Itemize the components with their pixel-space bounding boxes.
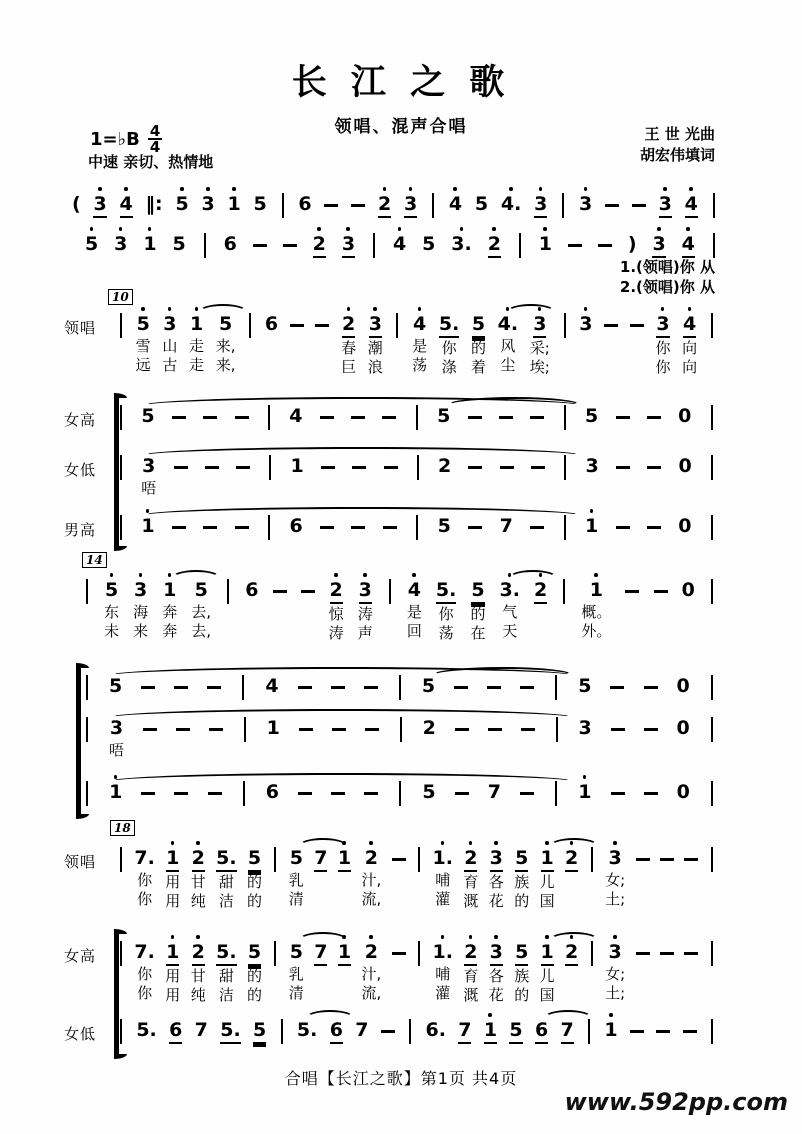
- music-notes-row: 5. 6 7 5. 5 5. 6 7 6. 7 1 5 6 7 1: [118, 1010, 715, 1044]
- composer-credit: 王 世 光曲: [644, 125, 715, 143]
- choir2-alto-line: [84, 708, 715, 761]
- music-notes-row: 7. 你 你 1 用 用 2 甘 纯 5. 甜 洁 5 的 的 5 乳 清 7 1 2 汁, 流, 1. 哺 灌 2 育 溉 3 各 花 5 族 的 1 儿 国 2 3 女; 土;: [118, 838, 715, 910]
- music-notes-row: 5 4 5 5 0: [84, 666, 715, 700]
- voice-label-soprano: 女高: [64, 947, 97, 965]
- soprano-verse-line: [64, 932, 715, 1004]
- tempo-marking: 中速 亲切、热情地: [88, 153, 214, 171]
- music-notes-row: 1 6 5 7 1 0: [84, 772, 715, 806]
- voice-label-alto: 女低: [64, 1025, 97, 1043]
- key-signature: 1=♭B: [90, 128, 140, 150]
- music-notes-row: 3 唔 1 2 3 0: [118, 446, 715, 499]
- lead-verse-2: [84, 570, 715, 642]
- credits: [500, 124, 715, 166]
- pickup-line-2: 2.(领唱)你 从: [619, 278, 715, 296]
- music-notes-row: 5 3 1 5 6 2 3 4 5 3. 2 1 ) 3 4: [85, 224, 717, 258]
- rehearsal-mark-18: 18: [110, 820, 135, 836]
- time-signature-bottom: 4: [149, 138, 161, 156]
- intro-line-1: [72, 184, 717, 218]
- rehearsal-mark-14: 14: [82, 552, 107, 568]
- pickup-line-1: 1.(领唱)你 从: [619, 258, 715, 276]
- choir1-tenor-line: [64, 506, 715, 540]
- voice-label-tenor: 男高: [64, 521, 97, 539]
- voice-label-alto: 女低: [64, 461, 97, 479]
- music-notes-row: ( 3 4 ‖: 5 3 1 5 6 2 3 4 5 4. 3 3 3 4: [72, 184, 717, 218]
- lyricist-credit: 胡宏伟填词: [639, 146, 715, 164]
- music-notes-row: 5 东 未 3 海 来 1 奔 奔 5 去, 去, 6 2 惊 涛 3 涛 声 4 是 回 5. 你 荡 5 的 在 3. 气 天 2 1 概。 外。 0: [84, 570, 715, 642]
- music-notes-row: 5 雪 远 3 山 古 1 走 走 5 来, 来, 6 2 春 巨 3 潮 浪 4 是 荡 5. 你 涤 5 的 着 4. 风 尘 3 采; 埃; 3 3 你 你 4 向 向: [118, 304, 715, 376]
- music-notes-row: 1 6 5 7 1 0: [118, 506, 715, 540]
- music-notes-row: 5 4 5 5 0: [118, 396, 715, 430]
- watermark: www.592pp.com: [564, 1088, 788, 1116]
- rehearsal-mark-10: 10: [108, 289, 133, 305]
- time-signature-top: 4: [149, 122, 161, 140]
- song-title: 长 江 之 歌: [291, 62, 511, 103]
- choir1-soprano-line: [64, 396, 715, 430]
- voice-label-soprano: 女高: [64, 411, 97, 429]
- key-time-signature: [90, 124, 162, 154]
- intro-line-2: [85, 224, 717, 258]
- music-notes-row: 7. 你 你 1 用 用 2 甘 纯 5. 甜 洁 5 的 的 5 乳 清 7 1 2 汁, 流, 1. 哺 灌 2 育 溉 3 各 花 5 族 的 1 儿 国 2 3 女; 土;: [118, 932, 715, 1004]
- song-subtitle: 领唱、混声合唱: [334, 117, 468, 137]
- choir2-tenor-line: [84, 772, 715, 806]
- page-footer: 合唱【长江之歌】第1页 共4页: [284, 1069, 518, 1088]
- music-notes-row: 3 唔 1 2 3 0: [84, 708, 715, 761]
- pickup-cue: [500, 257, 715, 297]
- alto-verse-line: [64, 1010, 715, 1044]
- lead-verse-3: [64, 838, 715, 910]
- voice-label-lead: 领唱: [64, 853, 97, 871]
- voice-label-lead: 领唱: [64, 319, 97, 337]
- time-signature: [148, 124, 162, 154]
- choir-bracket: [76, 668, 81, 814]
- choir1-alto-line: [64, 446, 715, 499]
- choir2-soprano-line: [84, 666, 715, 700]
- lead-verse-1: [64, 304, 715, 376]
